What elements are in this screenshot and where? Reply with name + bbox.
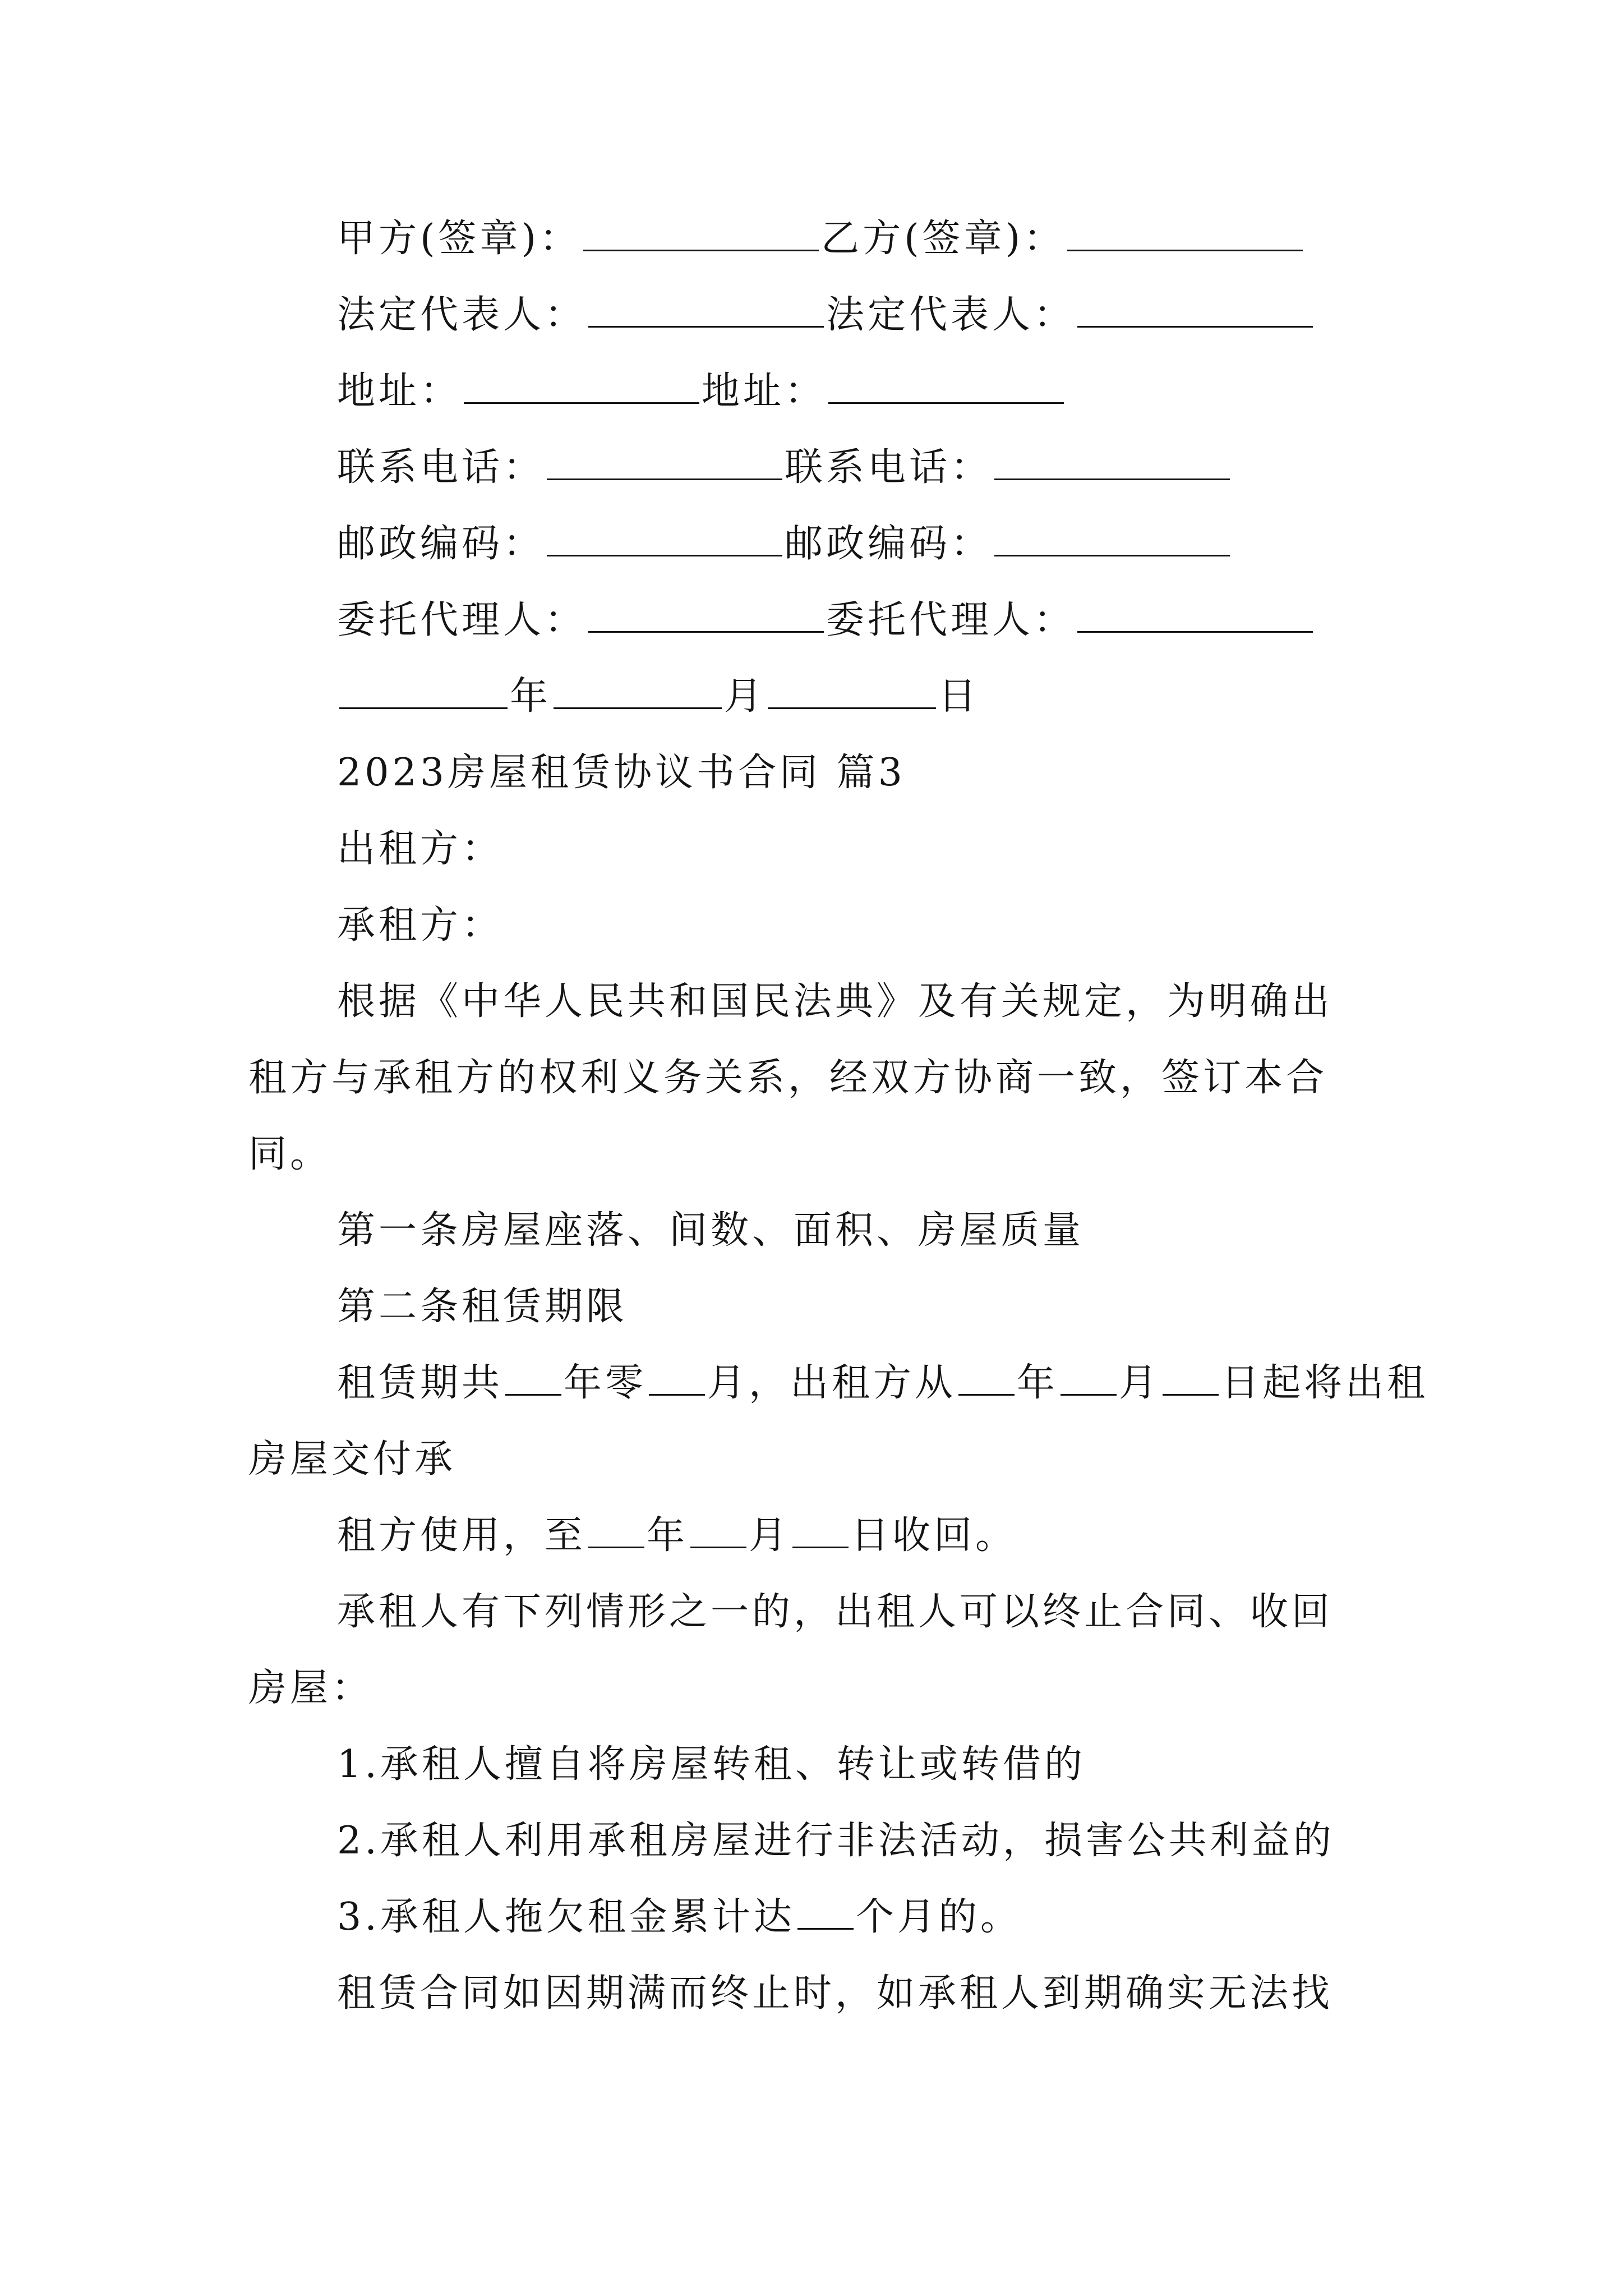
lease-term-line-1 bbox=[337, 1361, 1429, 1405]
end-month-blank bbox=[690, 1546, 746, 1548]
legal-rep-b-blank bbox=[1077, 325, 1313, 328]
phone-a-label: 联系电话： bbox=[337, 445, 545, 490]
date-year-blank bbox=[339, 707, 508, 709]
term-text-2: 年零 bbox=[564, 1361, 647, 1405]
agent-row bbox=[337, 598, 1315, 642]
postcode-b-label: 邮政编码： bbox=[785, 522, 993, 566]
agent-b-blank bbox=[1077, 631, 1313, 633]
term-text-1: 租赁期共 bbox=[337, 1361, 504, 1405]
lessee-line: 承租方： bbox=[337, 903, 504, 947]
start-year-blank bbox=[958, 1393, 1015, 1396]
start-day-blank bbox=[1163, 1393, 1219, 1396]
article-1-heading: 第一条房屋座落、间数、面积、房屋质量 bbox=[337, 1208, 1085, 1253]
intro-paragraph-line-1: 根据《中华人民共和国民法典》及有关规定，为明确出 bbox=[337, 979, 1334, 1024]
address-b-label: 地址： bbox=[702, 369, 827, 413]
phone-b-blank bbox=[994, 478, 1230, 480]
date-day-label: 日 bbox=[938, 674, 980, 719]
term-months-blank bbox=[649, 1393, 705, 1396]
list-item-2: 2.承租人利用承租房屋进行非法活动，损害公共利益的 bbox=[337, 1819, 1335, 1863]
intro-paragraph-line-3: 同。 bbox=[248, 1132, 332, 1176]
lease-term-line-2: 房屋交付承 bbox=[248, 1437, 457, 1481]
use-text-3: 月 bbox=[749, 1513, 791, 1558]
use-period-line bbox=[337, 1513, 1017, 1558]
phone-b-label: 联系电话： bbox=[785, 445, 993, 490]
legal-rep-b-label: 法定代表人： bbox=[826, 293, 1076, 337]
party-a-seal-blank bbox=[583, 249, 819, 251]
legal-rep-a-blank bbox=[588, 325, 824, 328]
end-day-blank bbox=[792, 1546, 849, 1548]
item3-text-1: 3.承租人拖欠租金累计达 bbox=[337, 1895, 795, 1939]
list-item-3 bbox=[337, 1895, 1022, 1939]
term-text-5: 月 bbox=[1119, 1361, 1161, 1405]
end-year-blank bbox=[588, 1546, 644, 1548]
date-month-blank bbox=[554, 707, 722, 709]
agent-b-label: 委托代理人： bbox=[826, 598, 1076, 642]
postcode-b-blank bbox=[994, 554, 1230, 556]
party-seal-row bbox=[337, 217, 1305, 261]
party-a-seal-label: 甲方(签章)： bbox=[337, 217, 582, 261]
term-text-6: 日起将出租 bbox=[1221, 1361, 1429, 1405]
phone-a-blank bbox=[547, 478, 782, 480]
intro-paragraph-line-2: 租方与承租方的权利义务关系，经双方协商一致，签订本合 bbox=[248, 1056, 1328, 1100]
address-a-label: 地址： bbox=[337, 369, 462, 413]
party-b-seal-label: 乙方(签章)： bbox=[821, 217, 1066, 261]
agent-a-label: 委托代理人： bbox=[337, 598, 587, 642]
term-text-4: 年 bbox=[1017, 1361, 1059, 1405]
list-item-1: 1.承租人擅自将房屋转租、转让或转借的 bbox=[337, 1742, 1086, 1787]
termination-line-2: 房屋： bbox=[248, 1666, 374, 1710]
arrears-months-blank bbox=[797, 1927, 854, 1930]
legal-rep-a-label: 法定代表人： bbox=[337, 293, 587, 337]
date-month-label: 月 bbox=[724, 674, 766, 719]
address-b-blank bbox=[828, 402, 1064, 404]
date-day-blank bbox=[768, 707, 936, 709]
use-text-1: 租方使用，至 bbox=[337, 1513, 587, 1558]
termination-line-1: 承租人有下列情形之一的，出租人可以终止合同、收回 bbox=[337, 1590, 1334, 1634]
legal-rep-row bbox=[337, 293, 1315, 337]
expiry-paragraph-line: 租赁合同如因期满而终止时，如承租人到期确实无法找 bbox=[337, 1971, 1334, 2016]
use-text-4: 日收回。 bbox=[851, 1513, 1017, 1558]
item3-text-2: 个月的。 bbox=[855, 1895, 1022, 1939]
postcode-row bbox=[337, 522, 1232, 566]
term-years-blank bbox=[505, 1393, 561, 1396]
article-2-heading: 第二条租赁期限 bbox=[337, 1285, 628, 1329]
postcode-a-label: 邮政编码： bbox=[337, 522, 545, 566]
section-heading: 2023房屋租赁协议书合同 篇3 bbox=[337, 751, 906, 795]
start-month-blank bbox=[1061, 1393, 1117, 1396]
agent-a-blank bbox=[588, 631, 824, 633]
term-text-3: 月，出租方从 bbox=[707, 1361, 957, 1405]
date-year-label: 年 bbox=[510, 674, 552, 719]
lessor-line: 出租方： bbox=[337, 827, 504, 871]
date-row bbox=[337, 674, 980, 719]
address-row bbox=[337, 369, 1066, 413]
use-text-2: 年 bbox=[647, 1513, 689, 1558]
party-b-seal-blank bbox=[1067, 249, 1303, 251]
postcode-a-blank bbox=[547, 554, 782, 556]
phone-row bbox=[337, 445, 1232, 490]
address-a-blank bbox=[464, 402, 699, 404]
